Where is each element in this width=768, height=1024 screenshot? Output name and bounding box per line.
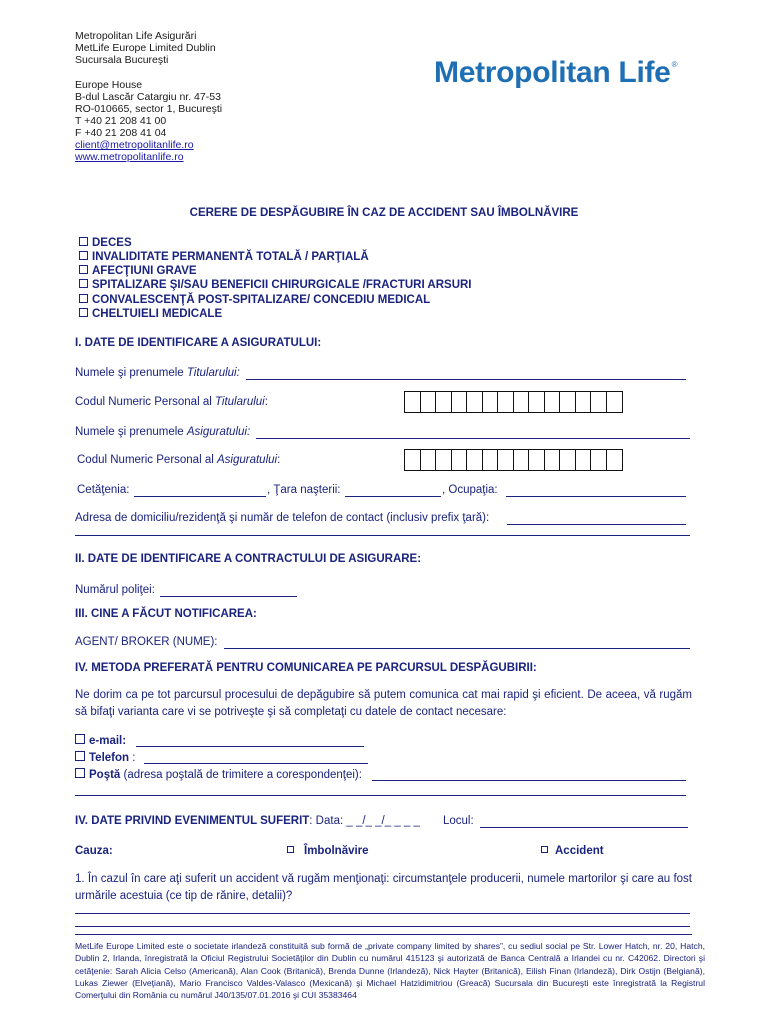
claim-option-critical-illness[interactable]	[79, 264, 197, 278]
form-title: CERERE DE DESPĂGUBIRE ÎN CAZ DE ACCIDENT SAU ÎMBOLNĂVIRE	[189, 207, 579, 219]
address-line: B-dul Lascăr Catargiu nr. 47-53	[75, 91, 221, 103]
claim-option-disability[interactable]	[79, 250, 369, 264]
policy-number-label: Numărul poliţei:	[75, 584, 155, 596]
option-label: AFECŢIUNI GRAVE	[92, 265, 197, 277]
phone-line: T +40 21 208 41 00	[75, 115, 167, 127]
communication-paragraph: Ne dorim ca pe tot parcursul procesului de depăgubire să putem comunica cat mai rapid şi eficient. De aceea, vă rugăm să bifaţi varianta care vi se potriveşte şi să completaţi cu datele de contact necesare:	[75, 689, 692, 718]
citizenship-label: Cetăţenia:	[77, 484, 130, 496]
section-heading-contract: II. DATE DE IDENTIFICARE A CONTRACTULUI DE ASIGURARE:	[75, 553, 422, 565]
checkbox[interactable]	[75, 751, 85, 761]
post-field[interactable]	[372, 780, 686, 781]
event-date-label: : Data: _ _/_ _/_ _ _ _	[309, 815, 420, 827]
address-line: Europe House	[75, 79, 143, 91]
cause-illness-option[interactable]	[287, 845, 369, 857]
section-heading-event: IV. DATE PRIVIND EVENIMENTUL SUFERIT	[75, 815, 310, 827]
checkbox[interactable]	[75, 768, 85, 778]
event-place-label: Locul:	[443, 815, 474, 827]
footer-divider	[75, 934, 692, 935]
registered-mark: ®	[671, 60, 678, 69]
logo-text: Metropolitan Life	[434, 56, 671, 89]
phone-option[interactable]: Telefon :	[75, 751, 135, 764]
email-option[interactable]: e-mail:	[75, 734, 126, 747]
address-line: RO-010665, sector 1, Bucureşti	[75, 103, 223, 115]
accident-answer-line1[interactable]	[75, 913, 690, 914]
company-logo	[434, 56, 677, 90]
website-link[interactable]: www.metropolitanlife.ro	[75, 151, 184, 163]
agent-field[interactable]	[224, 648, 690, 649]
holder-name-label: Numele şi prenumele Titularului:	[75, 367, 240, 379]
insured-name-field[interactable]	[256, 438, 690, 439]
address-label: Adresa de domiciliu/rezidenţă şi număr de telefon de contact (inclusiv prefix ţară):	[75, 512, 490, 524]
holder-cnp-field[interactable]	[404, 391, 623, 413]
accident-answer-line2[interactable]	[75, 926, 690, 927]
option-label: INVALIDITATE PERMANENTĂ TOTALĂ / PARŢIALĂ	[92, 251, 369, 263]
option-label: SPITALIZARE ŞI/SAU BENEFICII CHIRURGICALE /FRACTURI ARSURI	[92, 279, 472, 291]
address-line: Metropolitan Life Asigurări	[75, 30, 197, 42]
checkbox[interactable]	[287, 846, 294, 853]
fax-line: F +40 21 208 41 04	[75, 127, 167, 139]
email-link[interactable]: client@metropolitanlife.ro	[75, 139, 194, 151]
section-heading-communication: IV. METODA PREFERATĂ PENTRU COMUNICAREA PE PARCURSUL DESPĂGUBIRII:	[75, 662, 537, 674]
section-heading-insured: I. DATE DE IDENTIFICARE A ASIGURATULUI:	[75, 337, 322, 349]
checkbox[interactable]	[79, 279, 88, 288]
cause-accident-label: Accident	[555, 845, 604, 857]
option-label: DECES	[92, 237, 132, 249]
accident-question: 1. În cazul în care aţi suferit un accident vă rugăm menţionaţi: circumstanţele producerii, numele martorilor şi care au fost urmările acestuia (ce tip de rănire, detalii)?	[75, 873, 692, 902]
checkbox[interactable]	[79, 251, 88, 260]
holder-name-field[interactable]	[246, 379, 686, 380]
claim-option-death[interactable]	[79, 236, 132, 250]
event-place-field[interactable]	[480, 827, 688, 828]
option-label: CONVALESCENŢĂ POST-SPITALIZARE/ CONCEDIU MEDICAL	[92, 294, 431, 306]
insured-cnp-field[interactable]	[404, 449, 623, 471]
claim-option-medical-expenses[interactable]	[79, 307, 222, 321]
legal-footer: MetLife Europe Limited este o societate irlandeză constituită sub formă de „private company limited by shares”, cu sediul social pe Str. Lower Hatch, nr. 20, Hatch, Dublin 2, Irlanda, înregistrată la Oficiul Registrului Societăţilor din Dublin cu numărul 415123 şi autorizată de Banca Centrală a Irlandei cu nr. C42062. Directori şi cetăţenie: Sarah Alicia Celso (Americană), Alan Cook (Britanică), Brenda Dunne (Irlandeză), Nick Hayter (Britanică), Eilish Finan (Irlandeză), Dirk Ostijn (Belgiană), Lukas Ziewer (Elveţiană), Mario Francisco Valdes-Valasco (Mexicană) şi Michael Hatzidimitriou (Greacă) Sucursala din Bucureşti este înregistrată la Registrul Comerţului din România cu numărul J40/135/07.01.2016 şi CUI 35383464	[75, 941, 705, 1001]
holder-cnp-label: Codul Numeric Personal al Titularului:	[75, 396, 268, 408]
email-field[interactable]	[136, 746, 364, 747]
insured-name-label: Numele şi prenumele Asiguratului:	[75, 426, 251, 438]
option-label: CHELTUIELI MEDICALE	[92, 308, 223, 320]
phone-field[interactable]	[144, 763, 368, 764]
post-option[interactable]	[75, 768, 362, 781]
citizenship-field[interactable]	[134, 496, 266, 497]
occupation-label: , Ocupaţia:	[442, 484, 498, 496]
event-row	[75, 815, 420, 827]
email-option-label: e-mail	[89, 735, 123, 747]
checkbox[interactable]	[75, 734, 85, 744]
checkbox[interactable]	[79, 294, 88, 303]
address-line: Sucursala Bucureşti	[75, 54, 169, 66]
birth-country-field[interactable]	[345, 496, 441, 497]
claim-option-convalescence[interactable]	[79, 293, 430, 307]
post-option-label: Poştă	[89, 769, 121, 781]
cause-accident-option[interactable]	[541, 845, 604, 857]
occupation-field[interactable]	[506, 496, 686, 497]
post-option-note: (adresa poştală de trimitere a corespondenţei):	[120, 769, 362, 781]
insured-cnp-label: Codul Numeric Personal al Asiguratului:	[77, 454, 281, 466]
address-field-line2[interactable]	[75, 535, 690, 536]
birth-country-label: , Ţara naşterii:	[267, 484, 341, 496]
address-field[interactable]	[507, 524, 686, 525]
checkbox[interactable]	[79, 308, 88, 317]
agent-label: AGENT/ BROKER (NUME):	[75, 636, 218, 648]
cause-label: Cauza:	[75, 845, 113, 857]
address-line: MetLife Europe Limited Dublin	[75, 42, 216, 54]
phone-option-label: Telefon	[89, 752, 130, 764]
checkbox[interactable]	[79, 237, 88, 246]
checkbox[interactable]	[79, 265, 88, 274]
section-heading-notifier: III. CINE A FĂCUT NOTIFICAREA:	[75, 608, 257, 620]
post-field-line2[interactable]	[75, 795, 686, 796]
policy-number-field[interactable]	[160, 596, 297, 597]
checkbox[interactable]	[541, 846, 548, 853]
cause-illness-label: Îmbolnăvire	[304, 845, 369, 857]
claim-option-hospitalization[interactable]	[79, 278, 472, 292]
